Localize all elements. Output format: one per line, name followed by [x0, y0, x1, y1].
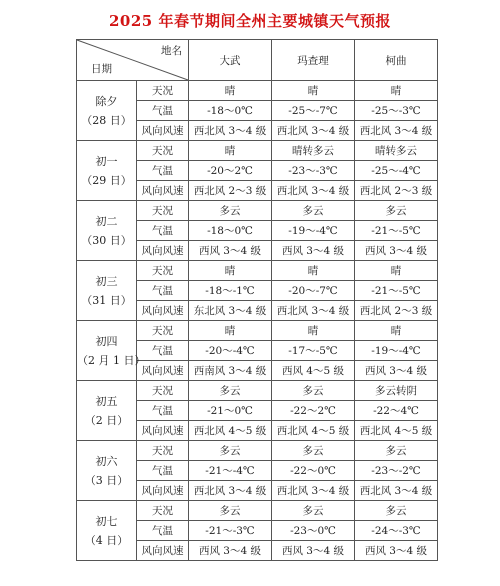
table-row [77, 321, 438, 341]
table-row [77, 261, 438, 281]
temperature-row-label: 气温 [137, 281, 189, 301]
temperature-cell: -22～0℃ [272, 461, 355, 481]
wind-cell: 西北风 3～4 级 [355, 481, 438, 501]
date-header-label: 日期 [91, 63, 112, 75]
wind-cell: 西风 3～4 级 [355, 541, 438, 561]
temperature-cell: -22～2℃ [272, 401, 355, 421]
temperature-row-label: 气温 [137, 521, 189, 541]
day-cell [77, 201, 137, 261]
weather-cell: 多云 [189, 501, 272, 521]
weather-cell: 晴转多云 [272, 141, 355, 161]
wind-row-label: 风向风速 [137, 481, 189, 501]
day-cell [77, 441, 137, 501]
weather-cell: 多云 [355, 441, 438, 461]
weather-row-label: 天况 [137, 81, 189, 101]
place-header-label: 地名 [161, 45, 182, 57]
weather-row-label: 天况 [137, 261, 189, 281]
day-cell [77, 321, 146, 381]
wind-cell: 西风 4～5 级 [272, 361, 355, 381]
day-name: 初三 [95, 274, 118, 288]
header-row [77, 40, 438, 81]
wind-cell: 西风 3～4 级 [189, 241, 272, 261]
day-name: 初一 [95, 154, 118, 168]
table-row [77, 201, 438, 221]
weather-cell: 晴 [355, 261, 438, 281]
temperature-row-label: 气温 [137, 341, 189, 361]
corner-header-cell [77, 40, 189, 81]
weather-row-label: 天况 [137, 321, 189, 341]
wind-cell: 西北风 3～4 级 [189, 481, 272, 501]
temperature-cell: -20～-4℃ [189, 341, 272, 361]
weather-row-label: 天况 [137, 501, 189, 521]
table-row [77, 441, 438, 461]
day-date: （28 日） [81, 113, 132, 127]
day-name: 初六 [95, 454, 118, 468]
wind-cell: 西北风 3～4 级 [272, 121, 355, 141]
day-name: 初七 [95, 514, 118, 528]
day-date: （4 日） [84, 533, 129, 547]
weather-cell: 多云 [355, 201, 438, 221]
weather-cell: 多云 [189, 201, 272, 221]
wind-cell: 西风 3～4 级 [272, 241, 355, 261]
wind-cell: 西北风 4～5 级 [189, 421, 272, 441]
wind-cell: 西北风 3～4 级 [272, 301, 355, 321]
weather-cell: 晴 [355, 81, 438, 101]
day-name: 除夕 [95, 94, 118, 108]
temperature-row-label: 气温 [137, 221, 189, 241]
wind-cell: 西风 3～4 级 [272, 541, 355, 561]
day-cell [77, 261, 137, 321]
weather-cell: 多云 [272, 381, 355, 401]
temperature-cell: -18～0℃ [189, 101, 272, 121]
wind-cell: 西风 3～4 级 [355, 361, 438, 381]
weather-cell: 多云 [355, 501, 438, 521]
day-name: 初二 [95, 214, 118, 228]
temperature-cell: -21～-4℃ [189, 461, 272, 481]
day-date: （3 日） [84, 473, 129, 487]
temperature-cell: -23～-2℃ [355, 461, 438, 481]
weather-cell: 晴 [189, 261, 272, 281]
weather-cell: 多云 [272, 441, 355, 461]
wind-cell: 西北风 2～3 级 [355, 301, 438, 321]
weather-cell: 多云 [272, 501, 355, 521]
weather-cell: 晴 [189, 81, 272, 101]
day-cell [77, 381, 137, 441]
wind-cell: 西风 3～4 级 [355, 241, 438, 261]
temperature-cell: -21～0℃ [189, 401, 272, 421]
wind-row-label: 风向风速 [137, 241, 189, 261]
weather-row-label: 天况 [137, 141, 189, 161]
weather-row-label: 天况 [137, 441, 189, 461]
temperature-cell: -25～-3℃ [355, 101, 438, 121]
temperature-cell: -18～-1℃ [189, 281, 272, 301]
day-date: （2 月 1 日） [77, 353, 146, 367]
temperature-cell: -24～-3℃ [355, 521, 438, 541]
table-row [77, 81, 438, 101]
temperature-cell: -20～-7℃ [272, 281, 355, 301]
weather-cell: 晴 [355, 321, 438, 341]
day-date: （31 日） [81, 293, 132, 307]
wind-cell: 东北风 3～4 级 [189, 301, 272, 321]
temperature-row-label: 气温 [137, 401, 189, 421]
wind-cell: 西北风 3～4 级 [355, 121, 438, 141]
wind-row-label: 风向风速 [137, 421, 189, 441]
day-date: （2 日） [84, 413, 129, 427]
weather-cell: 晴 [189, 321, 272, 341]
temperature-cell: -22～4℃ [355, 401, 438, 421]
wind-row-label: 风向风速 [137, 121, 189, 141]
temperature-cell: -23～0℃ [272, 521, 355, 541]
day-date: （30 日） [81, 233, 132, 247]
wind-cell: 西北风 3～4 级 [272, 481, 355, 501]
town-header-kequ: 柯曲 [355, 40, 438, 81]
town-header-machali: 玛查理 [272, 40, 355, 81]
temperature-cell: -19～-4℃ [272, 221, 355, 241]
weather-cell: 晴 [189, 141, 272, 161]
day-date: （29 日） [81, 173, 132, 187]
wind-row-label: 风向风速 [137, 361, 189, 381]
temperature-cell: -23～-3℃ [272, 161, 355, 181]
day-name: 初四 [95, 334, 118, 348]
wind-row-label: 风向风速 [137, 181, 189, 201]
weather-row-label: 天况 [137, 201, 189, 221]
wind-cell: 西北风 3～4 级 [272, 181, 355, 201]
table-row [77, 381, 438, 401]
temperature-cell: -21～-5℃ [355, 281, 438, 301]
weather-cell: 多云转阴 [355, 381, 438, 401]
wind-row-label: 风向风速 [137, 301, 189, 321]
weather-cell: 晴 [272, 261, 355, 281]
wind-cell: 西北风 3～4 级 [189, 121, 272, 141]
town-header-dawu: 大武 [189, 40, 272, 81]
temperature-row-label: 气温 [137, 161, 189, 181]
day-cell [77, 141, 137, 201]
temperature-cell: -20～2℃ [189, 161, 272, 181]
day-name: 初五 [95, 394, 118, 408]
weather-cell: 多云 [272, 201, 355, 221]
day-cell [77, 501, 137, 561]
weather-cell: 晴转多云 [355, 141, 438, 161]
wind-cell: 西风 3～4 级 [189, 541, 272, 561]
temperature-cell: -19～-4℃ [355, 341, 438, 361]
temperature-cell: -17～-5℃ [272, 341, 355, 361]
wind-cell: 西北风 2～3 级 [355, 181, 438, 201]
day-cell [77, 81, 137, 141]
table-row [77, 141, 438, 161]
weather-cell: 晴 [272, 81, 355, 101]
temperature-cell: -25～-4℃ [355, 161, 438, 181]
weather-cell: 晴 [272, 321, 355, 341]
weather-row-label: 天况 [137, 381, 189, 401]
temperature-row-label: 气温 [137, 461, 189, 481]
wind-cell: 西北风 4～5 级 [272, 421, 355, 441]
table-row [77, 501, 438, 521]
wind-cell: 西北风 2～3 级 [189, 181, 272, 201]
weather-cell: 多云 [189, 381, 272, 401]
wind-cell: 西南风 3～4 级 [189, 361, 272, 381]
page-title: 2025 年春节期间全州主要城镇天气预报 [109, 12, 391, 30]
temperature-cell: -25～-7℃ [272, 101, 355, 121]
temperature-row-label: 气温 [137, 101, 189, 121]
wind-cell: 西北风 4～5 级 [355, 421, 438, 441]
temperature-cell: -18～0℃ [189, 221, 272, 241]
temperature-cell: -21～-5℃ [355, 221, 438, 241]
weather-cell: 多云 [189, 441, 272, 461]
wind-row-label: 风向风速 [137, 541, 189, 561]
forecast-table [76, 39, 438, 561]
temperature-cell: -21～-3℃ [189, 521, 272, 541]
